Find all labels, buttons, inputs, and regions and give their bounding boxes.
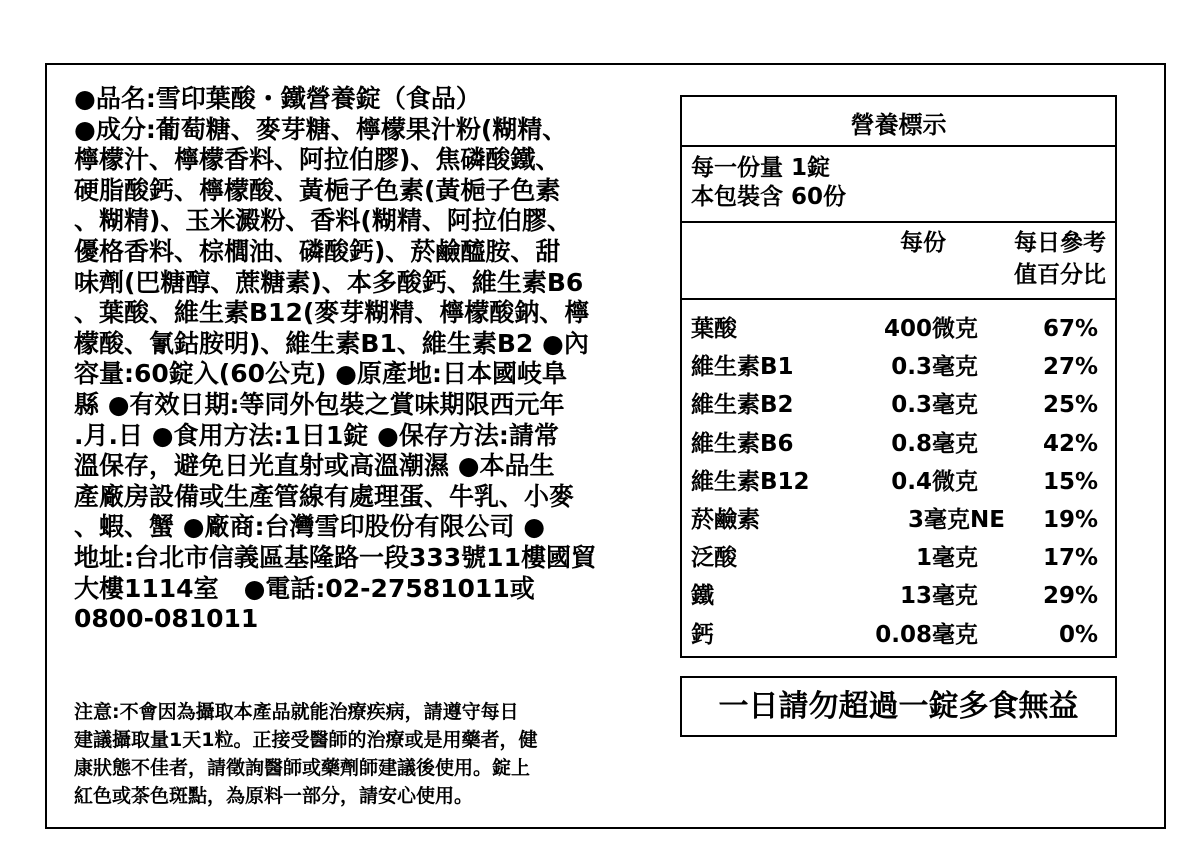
nutrient-row: [682, 577, 1115, 615]
nutrient-amount: 400微克: [883, 316, 978, 342]
info-line: 溫保存，避免日光直射或高溫潮濕 ●本品生: [74, 451, 555, 481]
nutrient-amount: 0.4微克: [891, 468, 978, 495]
info-line: 大樓1114室 ●電話:02-27581011或: [74, 573, 535, 603]
nutrient-amount: 0.8毫克: [891, 430, 978, 457]
nutrition-column-headers: [682, 223, 1115, 300]
nutrient-percent: 17%: [1042, 545, 1098, 572]
nutrient-amount: 0.3毫克: [891, 392, 978, 419]
notice-text: [74, 698, 674, 810]
nutrient-name: 維生素B6: [691, 430, 794, 457]
nutrient-name: 鈣: [691, 621, 714, 648]
nutrient-percent: 29%: [1042, 583, 1098, 610]
nutrient-percent: 67%: [1042, 316, 1098, 342]
info-line: 檬酸、氰鈷胺明)、維生素B1、維生素B2 ●內: [74, 328, 589, 358]
info-line: 檸檬汁、檸檬香料、阿拉伯膠)、焦磷酸鐵、: [74, 145, 561, 175]
info-line: ●成分:葡萄糖、麥芽糖、檸檬果汁粉(糊精、: [74, 114, 568, 144]
info-line: 、糊精)、玉米澱粉、香料(糊精、阿拉伯膠、: [74, 206, 572, 236]
info-line: 、蝦、蟹 ●廠商:台灣雪印股份有限公司 ●: [74, 512, 546, 542]
nutrient-amount: 3毫克NE: [908, 506, 1005, 533]
info-line: 縣 ●有效日期:等同外包裝之賞味期限西元年: [74, 389, 565, 419]
nutrient-amount: 0.08毫克: [875, 621, 978, 648]
nutrient-row: [682, 348, 1115, 386]
nutrition-facts-table: [680, 95, 1117, 658]
nutrient-name: 維生素B1: [691, 354, 794, 381]
dosage-warning-box: 一日請勿超過一錠多食無益: [680, 676, 1117, 737]
nutrient-percent: 0%: [1058, 621, 1098, 648]
serving-info: [682, 147, 1115, 223]
nutrient-amount: 1毫克: [915, 545, 978, 572]
nutrient-percent: 27%: [1042, 354, 1098, 381]
nutrient-name: 維生素B12: [691, 468, 810, 495]
nutrient-row: [682, 501, 1115, 539]
nutrient-name: 菸鹼素: [691, 506, 760, 533]
notice-line: 注意:不會因為攝取本產品就能治療疾病，請遵守每日: [74, 701, 519, 723]
nutrient-rows: [682, 300, 1115, 654]
nutrient-percent: 15%: [1042, 468, 1098, 495]
nutrient-percent: 42%: [1042, 430, 1098, 457]
info-line: 優格香料、棕櫚油、磷酸鈣)、菸鹼醯胺、甜: [74, 236, 561, 266]
daily-reference-header: [986, 227, 1106, 291]
daily-reference-line1: 每日參考: [1014, 230, 1106, 256]
nutrient-amount: 13毫克: [899, 583, 978, 610]
nutrient-row: [682, 539, 1115, 577]
notice-line: 康狀態不佳者，請徵詢醫師或藥劑師建議後使用。錠上: [74, 757, 531, 779]
nutrient-row: [682, 386, 1115, 424]
nutrient-row: [682, 425, 1115, 463]
product-info-text: [74, 84, 666, 635]
nutrient-amount: 0.3毫克: [891, 354, 978, 381]
info-line: 地址:台北市信義區基隆路一段333號11樓國貿: [74, 542, 596, 572]
info-line: 0800-081011: [74, 604, 259, 634]
notice-line: 紅色或茶色斑點，為原料一部分，請安心使用。: [74, 785, 474, 807]
info-line: 產廠房設備或生產管線有處理蛋、牛乳、小麥: [74, 481, 575, 511]
nutrient-name: 葉酸: [691, 316, 737, 342]
nutrient-name: 泛酸: [691, 545, 737, 572]
info-line: 、葉酸、維生素B12(麥芽糊精、檸檬酸鈉、檸: [74, 298, 590, 328]
info-line: 容量:60錠入(60公克) ●原產地:日本國岐阜: [74, 359, 567, 389]
info-line: ●品名:雪印葉酸・鐵營養錠（食品）: [74, 84, 481, 113]
nutrient-name: 鐵: [691, 583, 714, 610]
nutrient-row: [682, 310, 1115, 348]
per-serving-header: 每份: [900, 230, 946, 256]
info-line: .月.日 ●食用方法:1日1錠 ●保存方法:請常: [74, 420, 559, 450]
daily-reference-line2: 值百分比: [1014, 262, 1106, 288]
nutrient-row: [682, 616, 1115, 654]
nutrient-row: [682, 463, 1115, 501]
nutrient-name: 維生素B2: [691, 392, 794, 419]
info-line: 味劑(巴糖醇、蔗糖素)、本多酸鈣、維生素B6: [74, 267, 584, 297]
nutrient-percent: 25%: [1042, 392, 1098, 419]
info-line: 硬脂酸鈣、檸檬酸、黃梔子色素(黃梔子色素: [74, 175, 561, 205]
nutrition-title: 營養標示: [682, 97, 1115, 147]
serving-size: 每一份量 1錠: [691, 155, 831, 181]
nutrient-percent: 19%: [1042, 506, 1098, 533]
servings-per-package: 本包裝含 60份: [691, 184, 847, 210]
notice-line: 建議攝取量1天1粒。正接受醫師的治療或是用藥者，健: [74, 729, 538, 751]
